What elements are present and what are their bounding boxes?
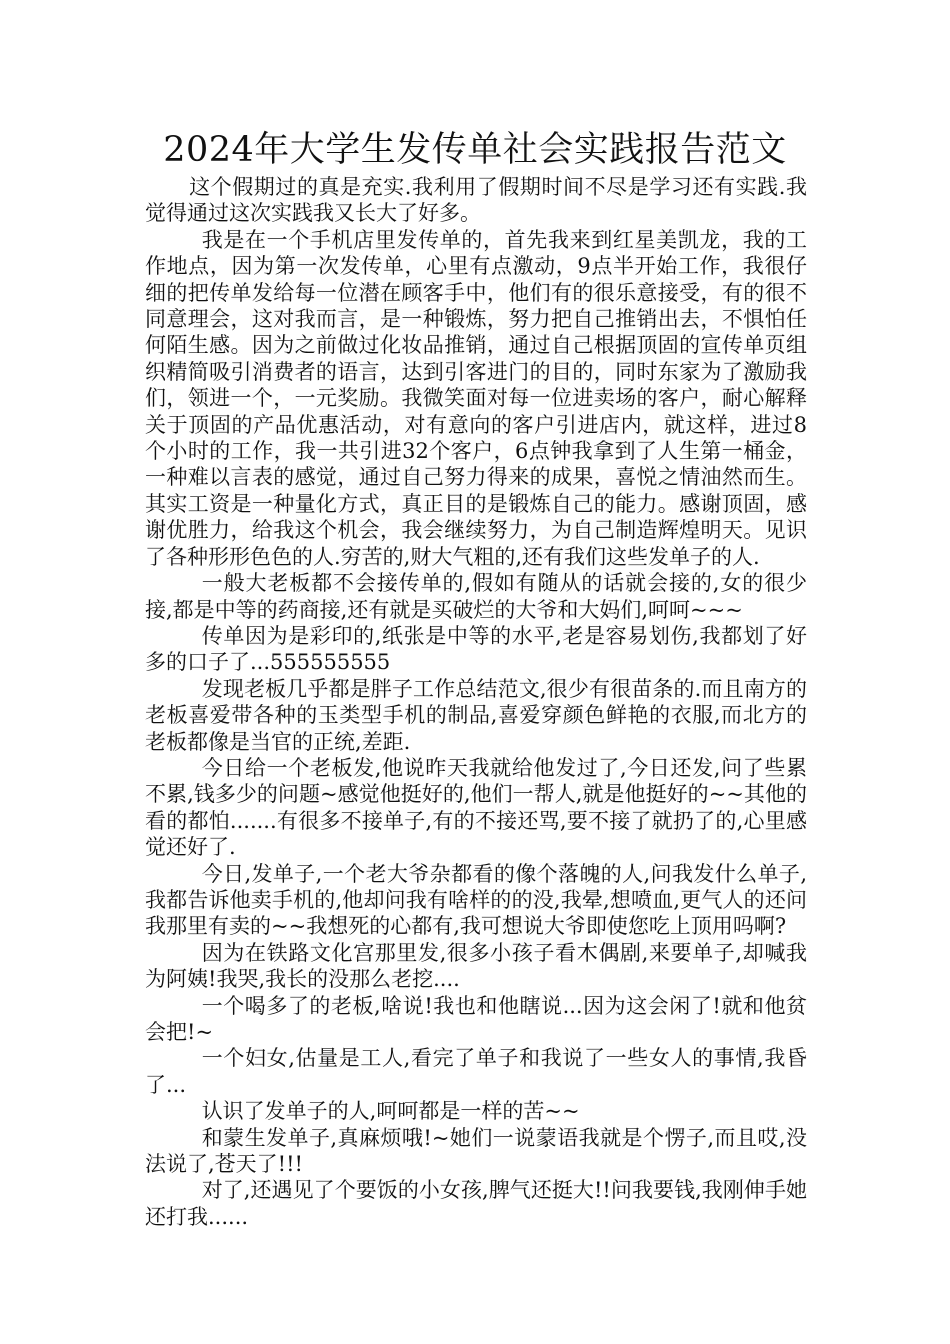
paragraph-2: 我是在一个手机店里发传单的，首先我来到红星美凯龙，我的工作地点，因为第一次发传单，心里有点激动，9点半开始工作，我很仔细的把传单发给每一位潜在顾客手中，他们有的很乐意接受，有的很不同意理会，这对我而言，是一种锻炼，努力把自己推销出去，不惧怕任何陌生感。因为之前做过化妆品推销，通过自己根据顶固的宣传单页组织精简吸引消费者的语言，达到引客进门的目的，同时东家为了激励我们，领进一个，一元奖励。我微笑面对每一位进卖场的客户，耐心解释关于顶固的产品优惠活动，对有意向的客户引进店内，就这样，进过8个小时的工作，我一共引进32个客户，6点钟我拿到了人生第一桶金，一种难以言表的感觉，通过自己努力得来的成果，喜悦之情油然而生。其实工资是一种量化方式，真正目的是锻炼自己的能力。感谢顶固，感谢优胜力，给我这个机会，我会继续努力，为自己制造辉煌明天。见识了各种形形色色的人.穷苦的,财大气粗的,还有我们这些发单子的人. — [145, 227, 807, 569]
paragraph-5: 发现老板几乎都是胖子工作总结范文,很少有很苗条的.而且南方的老板喜爱带各种的玉类型手机的制品,喜爱穿颜色鲜艳的衣服,而北方的老板都像是当官的正统,差距. — [145, 676, 807, 754]
paragraph-8: 因为在铁路文化宫那里发,很多小孩子看木偶剧,来要单子,却喊我为阿姨!我哭,我长的没那么老挖.... — [145, 940, 807, 992]
paragraph-13: 对了,还遇见了个要饭的小女孩,脾气还挺大!!问我要钱,我刚伸手她还打我...... — [145, 1178, 807, 1229]
paragraph-6: 今日给一个老板发,他说昨天我就给他发过了,今日还发,问了些累不累,钱多少的问题~感觉他挺好的,他们一帮人,就是他挺好的~~其他的看的都怕.......有很多不接单子,有的不接还骂,要不接了就扔了的,心里感觉还好了. — [145, 755, 807, 860]
paragraph-1: 这个假期过的真是充实.我利用了假期时间不尽是学习还有实践.我觉得通过这次实践我又长大了好多。 — [145, 175, 807, 226]
paragraph-12: 和蒙生发单子,真麻烦哦!~她们一说蒙语我就是个愣子,而且哎,没法说了,苍天了!!! — [145, 1125, 807, 1177]
paragraph-7: 今日,发单子,一个老大爷杂都看的像个落魄的人,问我发什么单子,我都告诉他卖手机的,他却问我有啥样的的没,我晕,想喷血,更气人的还问我那里有卖的~~我想死的心都有,我可想说大爷即使您吃上顶用吗啊? — [145, 861, 807, 939]
paragraph-3: 一般大老板都不会接传单的,假如有随从的话就会接的,女的很少接,都是中等的药商接,还有就是买破烂的大爷和大妈们,呵呵~~~ — [145, 571, 807, 622]
paragraph-10: 一个妇女,估量是工人,看完了单子和我说了一些女人的事情,我昏了... — [145, 1046, 807, 1097]
paragraph-4: 传单因为是彩印的,纸张是中等的水平,老是容易划伤,我都划了好多的口子了...555555555 — [145, 623, 807, 675]
page-title: 2024年大学生发传单社会实践报告范文 — [163, 130, 787, 170]
paragraph-9: 一个喝多了的老板,啥说!我也和他瞎说...因为这会闲了!就和他贫会把!~ — [145, 993, 807, 1044]
paragraph-11: 认识了发单子的人,呵呵都是一样的苦~~ — [201, 1099, 580, 1124]
document-body — [145, 174, 807, 1230]
